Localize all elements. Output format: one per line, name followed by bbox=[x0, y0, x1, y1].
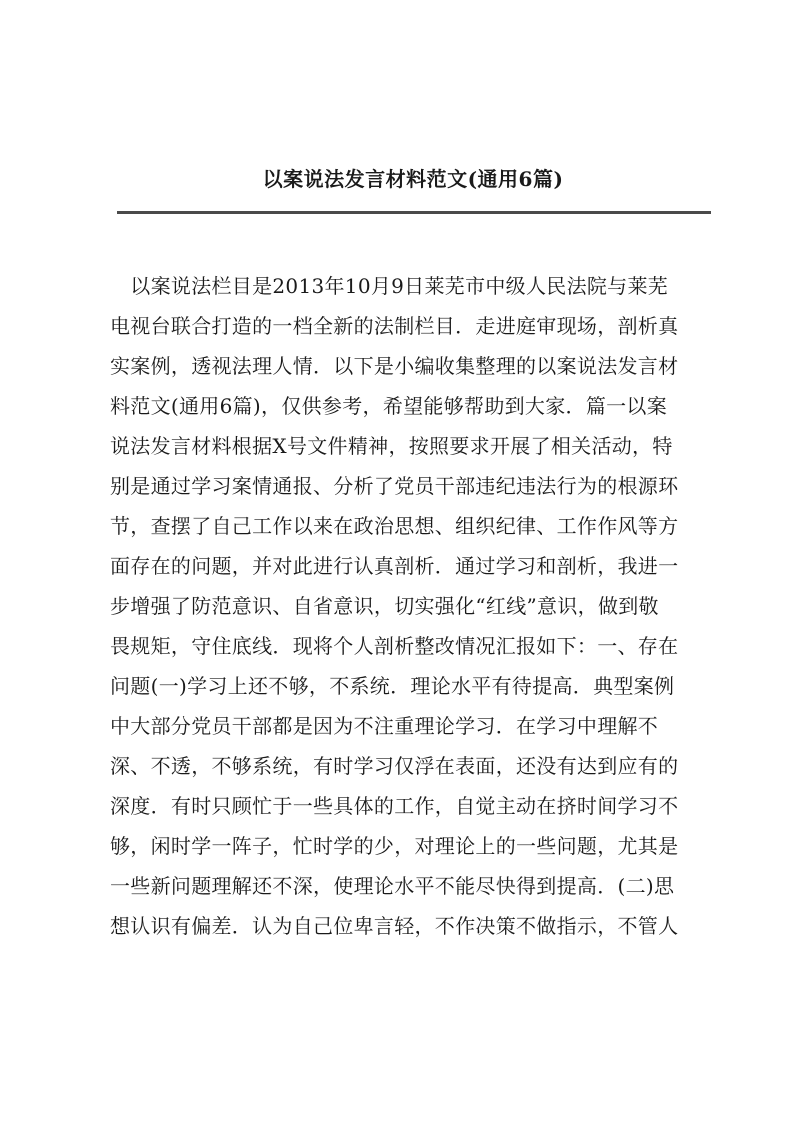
text-line: 中大部分党员干部都是因为不注重理论学习．在学习中理解不 bbox=[110, 714, 659, 738]
text-line: 以案说法栏目是2013年10月9日莱芜市中级人民法院与莱芜 bbox=[110, 274, 669, 298]
text-line: 实案例，透视法理人情．以下是小编收集整理的以案说法发言材 bbox=[110, 354, 679, 378]
text-line: 够，闲时学一阵子，忙时学的少，对理论上的一些问题，尤其是 bbox=[110, 834, 679, 858]
text-line: 面存在的问题，并对此进行认真剖析．通过学习和剖析，我进一 bbox=[110, 554, 679, 578]
text-line: 深度．有时只顾忙于一些具体的工作，自觉主动在挤时间学习不 bbox=[110, 794, 679, 818]
text-line: 料范文(通用6篇)，仅供参考，希望能够帮助到大家．篇一以案 bbox=[110, 394, 668, 418]
text-line: 问题(一)学习上还不够，不系统．理论水平有待提高．典型案例 bbox=[110, 674, 675, 698]
text-line: 说法发言材料根据X号文件精神，按照要求开展了相关活动，特 bbox=[110, 434, 673, 458]
text-line: 畏规矩，守住底线．现将个人剖析整改情况汇报如下：一、存在 bbox=[110, 634, 679, 658]
text-line: 一些新问题理解还不深，使理论水平不能尽快得到提高．(二)思 bbox=[110, 874, 675, 898]
text-line: 电视台联合打造的一档全新的法制栏目．走进庭审现场，剖析真 bbox=[110, 314, 679, 338]
text-line: 节，查摆了自己工作以来在政治思想、组织纪律、工作作风等方 bbox=[110, 514, 679, 538]
page-title: 以案说法发言材料范文(通用6篇) bbox=[262, 167, 564, 191]
title-divider bbox=[117, 211, 711, 214]
text-line: 别是通过学习案情通报、分析了党员干部违纪违法行为的根源环 bbox=[110, 474, 679, 498]
body-paragraph bbox=[110, 266, 710, 946]
text-line: 深、不透，不够系统，有时学习仅浮在表面，还没有达到应有的 bbox=[110, 754, 679, 778]
text-line: 步增强了防范意识、自省意识，切实强化“红线”意识，做到敬 bbox=[110, 594, 659, 618]
text-line: 想认识有偏差．认为自己位卑言轻，不作决策不做指示，不管人 bbox=[110, 914, 679, 938]
